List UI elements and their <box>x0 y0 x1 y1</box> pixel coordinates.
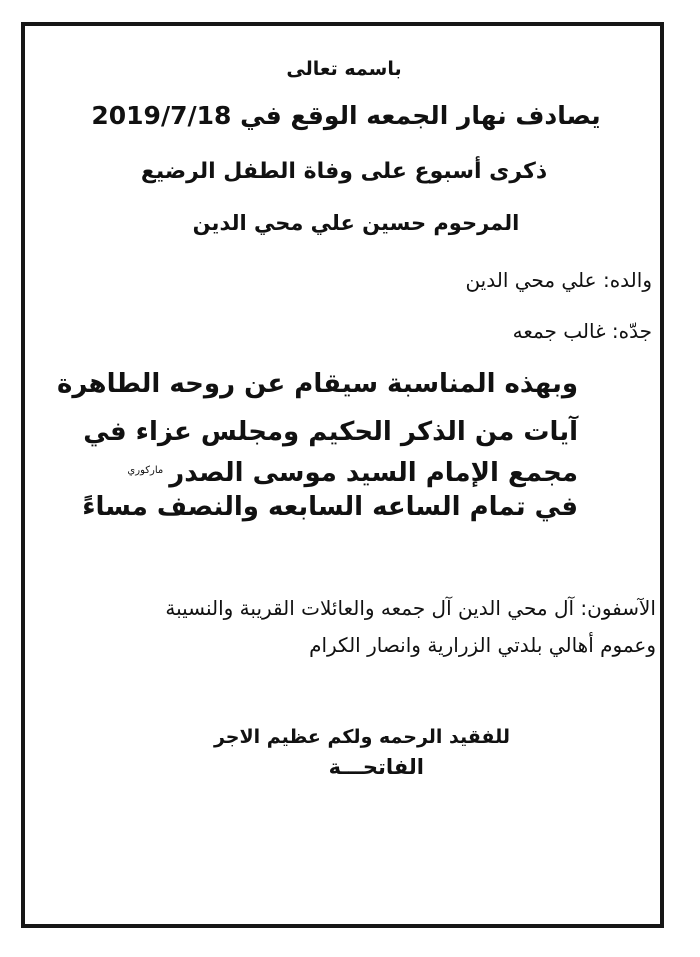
deceased-name: المرحوم حسين علي محي الدين <box>192 211 520 235</box>
announcement-line-3 <box>127 458 578 488</box>
closing-line-1: للفقيد الرحمه ولكم عظيم الاجر <box>213 726 510 748</box>
closing-line-2: الفاتحـــة <box>328 755 424 779</box>
header-invocation: باسمه تعالى <box>286 58 402 80</box>
memorial-line: ذكرى أسبوع على وفاة الطفل الرضيع <box>140 159 548 184</box>
announcement-line-4: في تمام الساعه السابعه والنصف مساءً <box>82 492 578 522</box>
venue-name: مجمع الإمام السيد موسى الصدر <box>169 458 578 488</box>
announcement-line-1: وبهذه المناسبة سيقام عن روحه الطاهرة <box>57 369 578 399</box>
announcement-line-2: آيات من الذكر الحكيم ومجلس عزاء في <box>83 417 578 447</box>
mourners-line-1: الآسفون: آل محي الدين آل جمعه والعائلات القريبة والنسيبة <box>165 596 656 620</box>
father-line: والده: علي محي الدين <box>465 268 652 292</box>
venue-note: ماركوري <box>127 465 164 476</box>
grandfather-line: جدّه: غالب جمعه <box>512 319 652 343</box>
date-line: يصادف نهار الجمعه الوقع في 2019/7/18 <box>91 101 601 130</box>
mourners-line-2: وعموم أهالي بلدتي الزرارية وانصار الكرام <box>309 633 656 657</box>
